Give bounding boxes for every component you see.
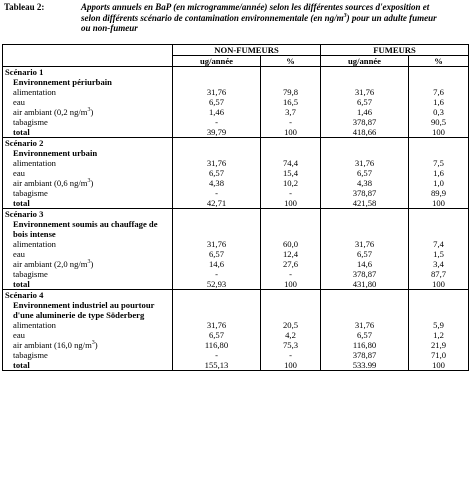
nf-total-value: 155,13 [173, 360, 261, 371]
f-value: 6,57 [321, 168, 409, 178]
f-total-value: 533.99 [321, 360, 409, 371]
total-label: total [3, 127, 173, 138]
empty-cell [321, 148, 409, 158]
caption-line-2a: selon différents scénario de contamination environnementale (en ng/m [81, 12, 344, 23]
f-percent: 89,9 [430, 188, 447, 198]
scenario-title: Scénario 4 [3, 290, 173, 301]
header-f-pct: % [409, 56, 469, 67]
nf-percent: 27,6 [261, 259, 321, 269]
table-row [3, 249, 469, 259]
empty-cell [261, 67, 321, 78]
header-f-unit: ug/année [321, 56, 409, 67]
f-total-value: 421,58 [321, 198, 409, 209]
table-row [3, 350, 469, 360]
row-label: tabagisme [13, 117, 48, 127]
header-row-groups [3, 45, 469, 56]
nf-percent: - [261, 269, 321, 279]
caption-line-3: ou non-fumeur [81, 23, 138, 33]
row-label: alimentation [13, 320, 56, 330]
row-label-cell [3, 239, 173, 249]
nf-value: 6,57 [173, 168, 261, 178]
row-label-cell [3, 188, 173, 198]
row-label-cell [3, 330, 173, 340]
environment-label: Environnement urbain [3, 148, 173, 158]
f-total-percent: 100 [409, 360, 469, 371]
f-percent: 21,9 [430, 340, 447, 350]
f-value: 6,57 [321, 97, 409, 107]
nf-percent: 12,4 [261, 249, 321, 259]
row-label-cell [3, 97, 173, 107]
empty-cell [261, 148, 321, 158]
nf-percent: 75,3 [261, 340, 321, 350]
row-label: alimentation [13, 87, 56, 97]
nf-value: - [173, 188, 261, 198]
table-row [3, 168, 469, 178]
row-label-sup: 3 [87, 107, 91, 114]
header-fumeurs: FUMEURS [321, 45, 469, 56]
scenario-title: Scénario 3 [3, 209, 173, 220]
f-percent: 1,0 [433, 178, 444, 188]
nf-percent: 15,4 [261, 168, 321, 178]
table-row [3, 239, 469, 249]
total-row [3, 127, 469, 138]
row-label-end: ) [90, 107, 94, 117]
caption-line-1: Apports annuels en BaP (en microgramme/année) selon les différentes sources d'exposition et [81, 2, 430, 12]
f-percent: 0,3 [433, 107, 444, 117]
nf-value: 31,76 [173, 239, 261, 249]
table-row [3, 107, 469, 117]
empty-cell [409, 138, 469, 149]
row-label-cell [3, 168, 173, 178]
row-label-cell [3, 320, 173, 330]
f-percent: 1,2 [433, 330, 444, 340]
nf-value: 31,76 [173, 320, 261, 330]
f-value: 31,76 [321, 87, 409, 97]
nf-percent: 4,2 [261, 330, 321, 340]
total-row [3, 360, 469, 371]
nf-total-value: 42,71 [173, 198, 261, 209]
row-label-cell [3, 340, 173, 350]
empty-cell [261, 77, 321, 87]
header-nf-pct: % [261, 56, 321, 67]
f-percent: 7,4 [433, 239, 444, 249]
nf-percent: 74,4 [261, 158, 321, 168]
empty-cell [321, 138, 409, 149]
nf-value: - [173, 269, 261, 279]
empty-cell [173, 148, 261, 158]
empty-cell [409, 300, 469, 320]
nf-value: 14,6 [173, 259, 261, 269]
empty-cell [409, 290, 469, 301]
empty-cell [321, 67, 409, 78]
nf-percent: - [261, 350, 321, 360]
nf-total-percent: 100 [261, 279, 321, 290]
total-label: total [3, 198, 173, 209]
nf-value: 1,46 [173, 107, 261, 117]
table-row [3, 117, 469, 127]
row-label: tabagisme [13, 188, 48, 198]
f-total-percent: 100 [409, 279, 469, 290]
empty-cell [409, 77, 469, 87]
nf-total-percent: 100 [261, 360, 321, 371]
f-value: 14,6 [321, 259, 409, 269]
scenario-title: Scénario 1 [3, 67, 173, 78]
total-row [3, 279, 469, 290]
empty-cell [261, 300, 321, 320]
row-label: air ambiant (2,0 ng/m [13, 259, 88, 269]
row-label: eau [13, 249, 25, 259]
empty-cell [409, 67, 469, 78]
f-percent: 5,9 [433, 320, 444, 330]
f-value: 378,87 [321, 269, 409, 279]
f-value: 31,76 [321, 158, 409, 168]
total-row [3, 198, 469, 209]
f-value: 6,57 [321, 249, 409, 259]
table-row [3, 178, 469, 188]
scenario-title-row [3, 209, 469, 220]
environment-row [3, 300, 469, 320]
scenario-title-row [3, 290, 469, 301]
environment-label: Environnement périurbain [3, 77, 173, 87]
row-label: air ambiant (16,0 ng/m [13, 340, 92, 350]
f-total-percent: 100 [409, 127, 469, 138]
row-label: eau [13, 168, 25, 178]
f-percent: 87,7 [430, 269, 447, 279]
f-percent: 7,5 [433, 158, 444, 168]
f-percent: 3,4 [433, 259, 444, 269]
empty-cell [261, 138, 321, 149]
row-label: tabagisme [13, 269, 48, 279]
f-total-value: 418,66 [321, 127, 409, 138]
f-percent: 1,5 [433, 249, 444, 259]
f-percent: 90,5 [430, 117, 447, 127]
caption-sup: 3 [343, 12, 347, 19]
f-value: 4,38 [321, 178, 409, 188]
row-label: tabagisme [13, 350, 48, 360]
nf-total-value: 39,79 [173, 127, 261, 138]
empty-cell [321, 219, 409, 239]
caption-text [81, 2, 468, 34]
f-percent: 1,6 [433, 97, 444, 107]
f-value: 378,87 [321, 188, 409, 198]
f-value: 378,87 [321, 117, 409, 127]
exposure-table [2, 44, 469, 371]
total-label: total [3, 279, 173, 290]
table-row [3, 87, 469, 97]
empty-cell [261, 209, 321, 220]
row-label: eau [13, 97, 25, 107]
nf-total-percent: 100 [261, 127, 321, 138]
environment-row [3, 148, 469, 158]
header-empty [3, 45, 173, 56]
scenario-title: Scénario 2 [3, 138, 173, 149]
nf-percent: 10,2 [261, 178, 321, 188]
row-label-sup: 3 [87, 259, 91, 266]
empty-cell [321, 300, 409, 320]
environment-label: Environnement soumis au chauffage de bois intense [3, 219, 173, 239]
nf-percent: 16,5 [261, 97, 321, 107]
table-row [3, 340, 469, 350]
row-label-cell [3, 259, 173, 269]
nf-value: 4,38 [173, 178, 261, 188]
environment-row [3, 77, 469, 87]
row-label-cell [3, 350, 173, 360]
f-value: 31,76 [321, 320, 409, 330]
row-label-sup: 3 [91, 340, 95, 347]
nf-percent: 3,7 [261, 107, 321, 117]
table-row [3, 330, 469, 340]
empty-cell [173, 290, 261, 301]
environment-row [3, 219, 469, 239]
f-value: 6,57 [321, 330, 409, 340]
row-label-cell [3, 117, 173, 127]
row-label: air ambiant (0,2 ng/m [13, 107, 88, 117]
header-non-fumeurs: NON-FUMEURS [173, 45, 321, 56]
nf-value: - [173, 350, 261, 360]
empty-cell [261, 290, 321, 301]
nf-value: - [173, 117, 261, 127]
empty-cell [261, 219, 321, 239]
nf-value: 6,57 [173, 97, 261, 107]
table-body [3, 67, 469, 371]
row-label-cell [3, 269, 173, 279]
nf-percent: - [261, 188, 321, 198]
nf-value: 116,80 [173, 340, 261, 350]
header-nf-unit: ug/année [173, 56, 261, 67]
empty-cell [409, 219, 469, 239]
empty-cell [321, 209, 409, 220]
environment-label: Environnement industriel au pourtour d'une aluminerie de type Söderberg [3, 300, 173, 320]
nf-percent: 60,0 [261, 239, 321, 249]
empty-cell [173, 300, 261, 320]
row-label-sup: 3 [87, 178, 91, 185]
table-row [3, 158, 469, 168]
scenario-title-row [3, 67, 469, 78]
row-label-cell [3, 107, 173, 117]
nf-total-value: 52,93 [173, 279, 261, 290]
nf-percent: 79,8 [261, 87, 321, 97]
f-value: 31,76 [321, 239, 409, 249]
empty-cell [321, 77, 409, 87]
row-label: alimentation [13, 158, 56, 168]
empty-cell [409, 209, 469, 220]
nf-value: 6,57 [173, 249, 261, 259]
f-value: 116,80 [321, 340, 409, 350]
scenario-title-row [3, 138, 469, 149]
row-label-end: ) [94, 340, 98, 350]
table-row [3, 97, 469, 107]
row-label-cell [3, 158, 173, 168]
caption-line-2b: ) pour un adulte fumeur [346, 12, 437, 23]
empty-cell [173, 67, 261, 78]
table-row [3, 259, 469, 269]
nf-value: 31,76 [173, 158, 261, 168]
f-percent: 71,0 [430, 350, 447, 360]
f-value: 378,87 [321, 350, 409, 360]
nf-value: 31,76 [173, 87, 261, 97]
f-percent: 7,6 [433, 87, 444, 97]
table-row [3, 269, 469, 279]
total-label: total [3, 360, 173, 371]
header-empty-2 [3, 56, 173, 67]
empty-cell [321, 290, 409, 301]
empty-cell [173, 77, 261, 87]
caption-label: Tableau 2: [4, 2, 45, 12]
f-value: 1,46 [321, 107, 409, 117]
row-label-end: ) [90, 178, 94, 188]
f-total-percent: 100 [409, 198, 469, 209]
header-row-units [3, 56, 469, 67]
table-row [3, 320, 469, 330]
nf-total-percent: 100 [261, 198, 321, 209]
row-label: alimentation [13, 239, 56, 249]
f-total-value: 431,80 [321, 279, 409, 290]
row-label-end: ) [90, 259, 94, 269]
row-label-cell [3, 178, 173, 188]
empty-cell [173, 209, 261, 220]
table-caption [4, 2, 468, 34]
empty-cell [409, 148, 469, 158]
row-label-cell [3, 249, 173, 259]
row-label: eau [13, 330, 25, 340]
empty-cell [173, 219, 261, 239]
empty-cell [173, 138, 261, 149]
nf-percent: 20,5 [261, 320, 321, 330]
f-percent: 1,6 [433, 168, 444, 178]
nf-percent: - [261, 117, 321, 127]
row-label: air ambiant (0,6 ng/m [13, 178, 88, 188]
table-row [3, 188, 469, 198]
nf-value: 6,57 [173, 330, 261, 340]
row-label-cell [3, 87, 173, 97]
